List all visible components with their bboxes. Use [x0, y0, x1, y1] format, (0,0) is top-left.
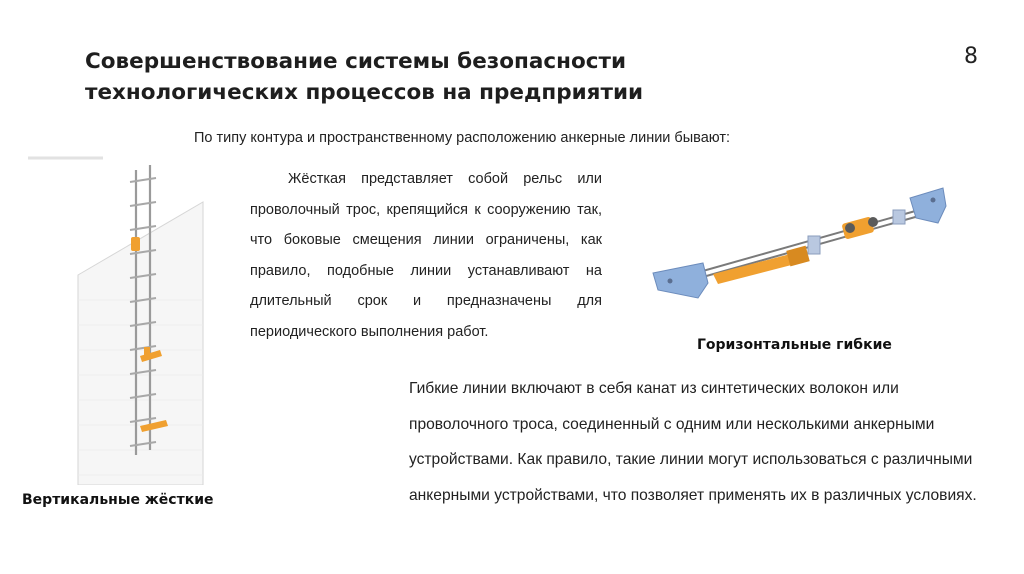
- horizontal-flexible-line-illustration: [648, 178, 958, 318]
- slide-title-line-1: Совершенствование системы безопасности: [85, 49, 627, 74]
- slide-subtitle: По типу контура и пространственному расположению анкерные линии бывают:: [194, 130, 730, 146]
- tensioner: [841, 216, 878, 239]
- caption-horizontal-flexible: Горизонтальные гибкие: [697, 337, 892, 353]
- caption-vertical-rigid: Вертикальные жёсткие: [22, 492, 214, 508]
- page-number: 8: [964, 44, 978, 69]
- left-anchor-bracket: [653, 263, 708, 298]
- slide-title-line-2: технологических процессов на предприятии: [85, 80, 644, 105]
- wall-outline: [28, 158, 203, 485]
- slide-title: [85, 46, 865, 108]
- flexible-line-description: Гибкие линии включают в себя канат из синтетических волокон или проволочного троса, соединенный с одним или несколькими анкерными устройствами. Как правило, такие линии могут использоваться с различными анкерными устройствами, что позволяет применять их в различных условиях.: [409, 380, 977, 504]
- rigid-line-description: Жёсткая представляет собой рельс или проволочный трос, крепящийся к сооружению так, что боковые смещения линии ограничены, как правило, подобные линии устанавливают на длительный срок и предназначены для периодического выполнения работ.: [250, 171, 602, 340]
- vertical-rigid-ladder-illustration: [28, 150, 218, 485]
